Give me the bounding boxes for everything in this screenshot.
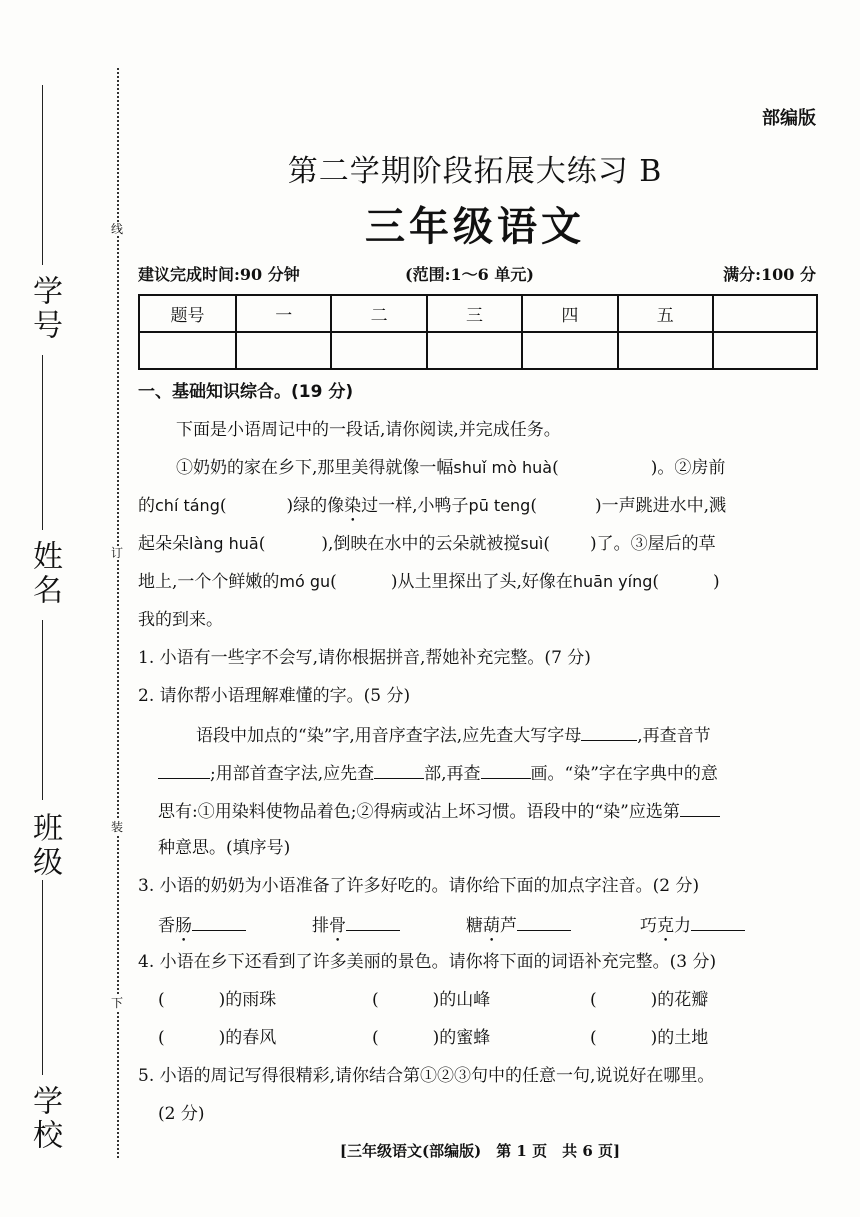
answer-blank[interactable]	[192, 912, 246, 931]
passage-line-4: 地上,一个个鲜嫩的mó gu( )从土里探出了头,好像在huān yíng( )	[138, 572, 720, 592]
passage-line-1: ①奶奶的家在乡下,那里美得就像一幅shuǐ mò huà( )。②房前	[176, 458, 726, 478]
question-2-line-3: 思有:①用染料使物品着色;②得病或沾上坏习惯。语段中的“染”应选第	[158, 798, 720, 824]
answer-blank[interactable]	[481, 760, 531, 779]
cut-mark-zhuang: 装	[110, 820, 123, 834]
q4-item[interactable]: ( )的春风	[158, 1028, 277, 1048]
passage-line-5: 我的到来。	[138, 610, 223, 630]
class-label: 班级	[27, 812, 62, 880]
class-line	[42, 620, 43, 800]
answer-blank[interactable]	[581, 722, 637, 741]
question-3-title: 3. 小语的奶奶为小语准备了许多好吃的。请你给下面的加点字注音。(2 分)	[138, 876, 700, 896]
student-id-label: 学号	[27, 275, 62, 343]
score-header-cell: 五	[618, 295, 713, 332]
score-cell[interactable]	[427, 332, 522, 369]
score-header-cell: 题号	[139, 295, 236, 332]
score-header-cell: 四	[522, 295, 617, 332]
subject-title: 三年级语文	[365, 204, 585, 250]
question-2-title: 2. 请你帮小语理解难懂的字。(5 分)	[138, 686, 411, 706]
answer-blank[interactable]	[680, 798, 720, 817]
q4-item[interactable]: ( )的土地	[590, 1028, 709, 1048]
question-4-title: 4. 小语在乡下还看到了许多美丽的景色。请你将下面的词语补充完整。(3 分)	[138, 952, 717, 972]
q4-item[interactable]: ( )的雨珠	[158, 990, 277, 1010]
question-2-line-4: 种意思。(填序号)	[158, 838, 291, 858]
score-cell[interactable]	[522, 332, 617, 369]
passage-line-2: 的chí táng( )绿的像染过一样,小鸭子pū teng( )一声跳进水中,溅	[138, 496, 727, 516]
q3-item-3: 糖葫芦	[466, 912, 571, 946]
answer-blank[interactable]	[517, 912, 571, 931]
answer-blank[interactable]	[691, 912, 745, 931]
q3-item-1: 香肠	[158, 912, 246, 946]
score-cell[interactable]	[713, 332, 817, 369]
score-table	[138, 294, 818, 370]
section1-intro: 下面是小语周记中的一段话,请你阅读,并完成任务。	[176, 420, 561, 440]
score-cell[interactable]	[236, 332, 331, 369]
name-label: 姓名	[27, 540, 62, 608]
full-score-info: 满分:100 分	[723, 265, 816, 284]
question-2-line-1: 语段中加点的“染”字,用音序查字法,应先查大写字母 ,再查音节	[196, 722, 711, 748]
passage-line-3: 起朵朵làng huā( ),倒映在水中的云朵就被搅suì( )了。③屋后的草	[138, 534, 716, 554]
time-info: 建议完成时间:90 分钟	[138, 265, 300, 284]
q3-item-2: 排骨	[312, 912, 400, 946]
question-1: 1. 小语有一些字不会写,请你根据拼音,帮她补充完整。(7 分)	[138, 648, 591, 668]
score-cell[interactable]	[331, 332, 426, 369]
answer-blank[interactable]	[158, 760, 210, 779]
answer-blank[interactable]	[346, 912, 400, 931]
score-header-cell	[713, 295, 817, 332]
cut-mark-xia: 下	[110, 996, 123, 1010]
score-header-cell: 三	[427, 295, 522, 332]
section1-heading: 一、基础知识综合。(19 分)	[138, 382, 354, 402]
score-header-cell: 一	[236, 295, 331, 332]
range-info: (范围:1～6 单元)	[405, 265, 534, 284]
q4-item[interactable]: ( )的蜜蜂	[372, 1028, 491, 1048]
answer-blank[interactable]	[374, 760, 424, 779]
cut-mark-xian: 线	[110, 222, 123, 236]
score-cell[interactable]	[618, 332, 713, 369]
exam-title: 第二学期阶段拓展大练习 B	[287, 154, 663, 189]
score-cell[interactable]	[139, 332, 236, 369]
question-5-score: (2 分)	[158, 1104, 205, 1124]
q3-item-4: 巧克力	[640, 912, 745, 946]
cut-mark-ding: 订	[110, 546, 123, 560]
question-2-line-2: ;用部首查字法,应先查 部,再查 画。“染”字在字典中的意	[158, 760, 718, 786]
question-5-title: 5. 小语的周记写得很精彩,请你结合第①②③句中的任意一句,说说好在哪里。	[138, 1066, 715, 1086]
q4-item[interactable]: ( )的花瓣	[590, 990, 709, 1010]
q4-item[interactable]: ( )的山峰	[372, 990, 491, 1010]
school-label: 学校	[27, 1085, 62, 1153]
school-line	[42, 880, 43, 1075]
name-line	[42, 355, 43, 530]
edition-label: 部编版	[762, 108, 816, 129]
page-footer: [三年级语文(部编版) 第 1 页 共 6 页]	[339, 1142, 621, 1160]
score-header-cell: 二	[331, 295, 426, 332]
